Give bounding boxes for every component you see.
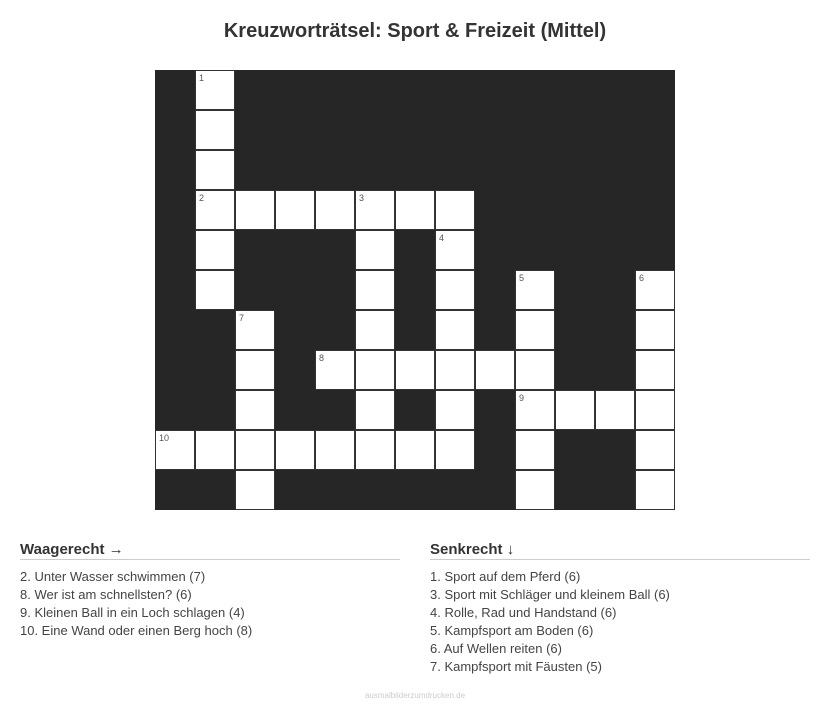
page-title: Kreuzworträtsel: Sport & Freizeit (Mittel) [223,20,607,42]
down-clues [430,541,810,676]
grid-cell[interactable] [635,310,675,350]
clue-number: 9 [519,393,525,403]
clue-number: 2 [199,193,205,203]
clue-number: 1 [199,73,205,83]
grid-cell[interactable] [515,350,555,390]
down-clue: 7. Kampfsport mit Fäusten (5) [430,659,602,674]
clue-number: 4 [439,233,445,243]
grid-cell[interactable] [475,350,515,390]
grid-cell[interactable] [235,390,275,430]
grid-cell[interactable] [355,270,395,310]
grid-cell[interactable] [435,310,475,350]
grid-cell[interactable] [235,310,275,350]
across-clue: 10. Eine Wand oder einen Berg hoch (8) [20,623,253,638]
grid-cell[interactable] [315,430,355,470]
grid-cell[interactable] [435,430,475,470]
clue-number: 3 [359,193,365,203]
grid-cell[interactable] [395,190,435,230]
down-clue: 6. Auf Wellen reiten (6) [430,641,562,656]
grid-cell[interactable] [515,430,555,470]
grid-cell[interactable] [435,390,475,430]
across-heading: Waagerecht → [20,541,400,560]
grid-cell[interactable] [355,230,395,270]
clue-number: 10 [159,433,170,443]
clue-number: 6 [639,273,645,283]
grid-cell[interactable] [275,190,315,230]
grid-cell[interactable] [435,350,475,390]
grid-cell[interactable] [195,150,235,190]
across-clue: 2. Unter Wasser schwimmen (7) [20,569,206,584]
grid-cell[interactable] [355,390,395,430]
down-clue: 3. Sport mit Schläger und kleinem Ball (6) [430,587,670,602]
grid-cell[interactable] [635,390,675,430]
grid-cell[interactable] [515,470,555,510]
grid-cell[interactable] [515,310,555,350]
grid-cell[interactable] [275,430,315,470]
grid-cell[interactable] [315,350,355,390]
grid-cell[interactable] [435,190,475,230]
grid-cell[interactable] [635,470,675,510]
down-clue: 1. Sport auf dem Pferd (6) [430,569,581,584]
grid-cell[interactable] [195,110,235,150]
grid-cell[interactable] [195,430,235,470]
clue-number: 7 [239,313,245,323]
grid-cell[interactable] [595,390,635,430]
across-clue: 9. Kleinen Ball in ein Loch schlagen (4) [20,605,245,620]
grid-cell[interactable] [235,190,275,230]
grid-cell[interactable] [435,270,475,310]
grid-cell[interactable] [195,270,235,310]
grid-cell[interactable] [315,190,355,230]
down-clue: 4. Rolle, Rad und Handstand (6) [430,605,617,620]
grid-cell[interactable] [515,390,555,430]
grid-cell[interactable] [635,430,675,470]
crossword-grid [155,70,675,510]
grid-cell[interactable] [235,430,275,470]
across-clue: 8. Wer ist am schnellsten? (6) [20,587,192,602]
clue-number: 8 [319,353,325,363]
grid-cell[interactable] [195,190,235,230]
grid-cell[interactable] [195,70,235,110]
grid-cell[interactable] [395,430,435,470]
footer-credit: ausmalbilderzumdrucken.de [364,691,466,700]
grid-cell[interactable] [635,350,675,390]
down-heading: Senkrecht ↓ [430,541,810,560]
grid-cell[interactable] [355,190,395,230]
clue-number: 5 [519,273,525,283]
grid-cell[interactable] [235,350,275,390]
down-clue: 5. Kampfsport am Boden (6) [430,623,594,638]
grid-cell[interactable] [155,430,195,470]
grid-cell[interactable] [395,350,435,390]
grid-cell[interactable] [355,310,395,350]
grid-cell[interactable] [355,350,395,390]
grid-cell[interactable] [555,390,595,430]
grid-cell[interactable] [195,230,235,270]
grid-cell[interactable] [435,230,475,270]
grid-cell[interactable] [355,430,395,470]
across-clues [20,541,400,640]
grid-cell[interactable] [515,270,555,310]
grid-cell[interactable] [635,270,675,310]
grid-cell[interactable] [235,470,275,510]
